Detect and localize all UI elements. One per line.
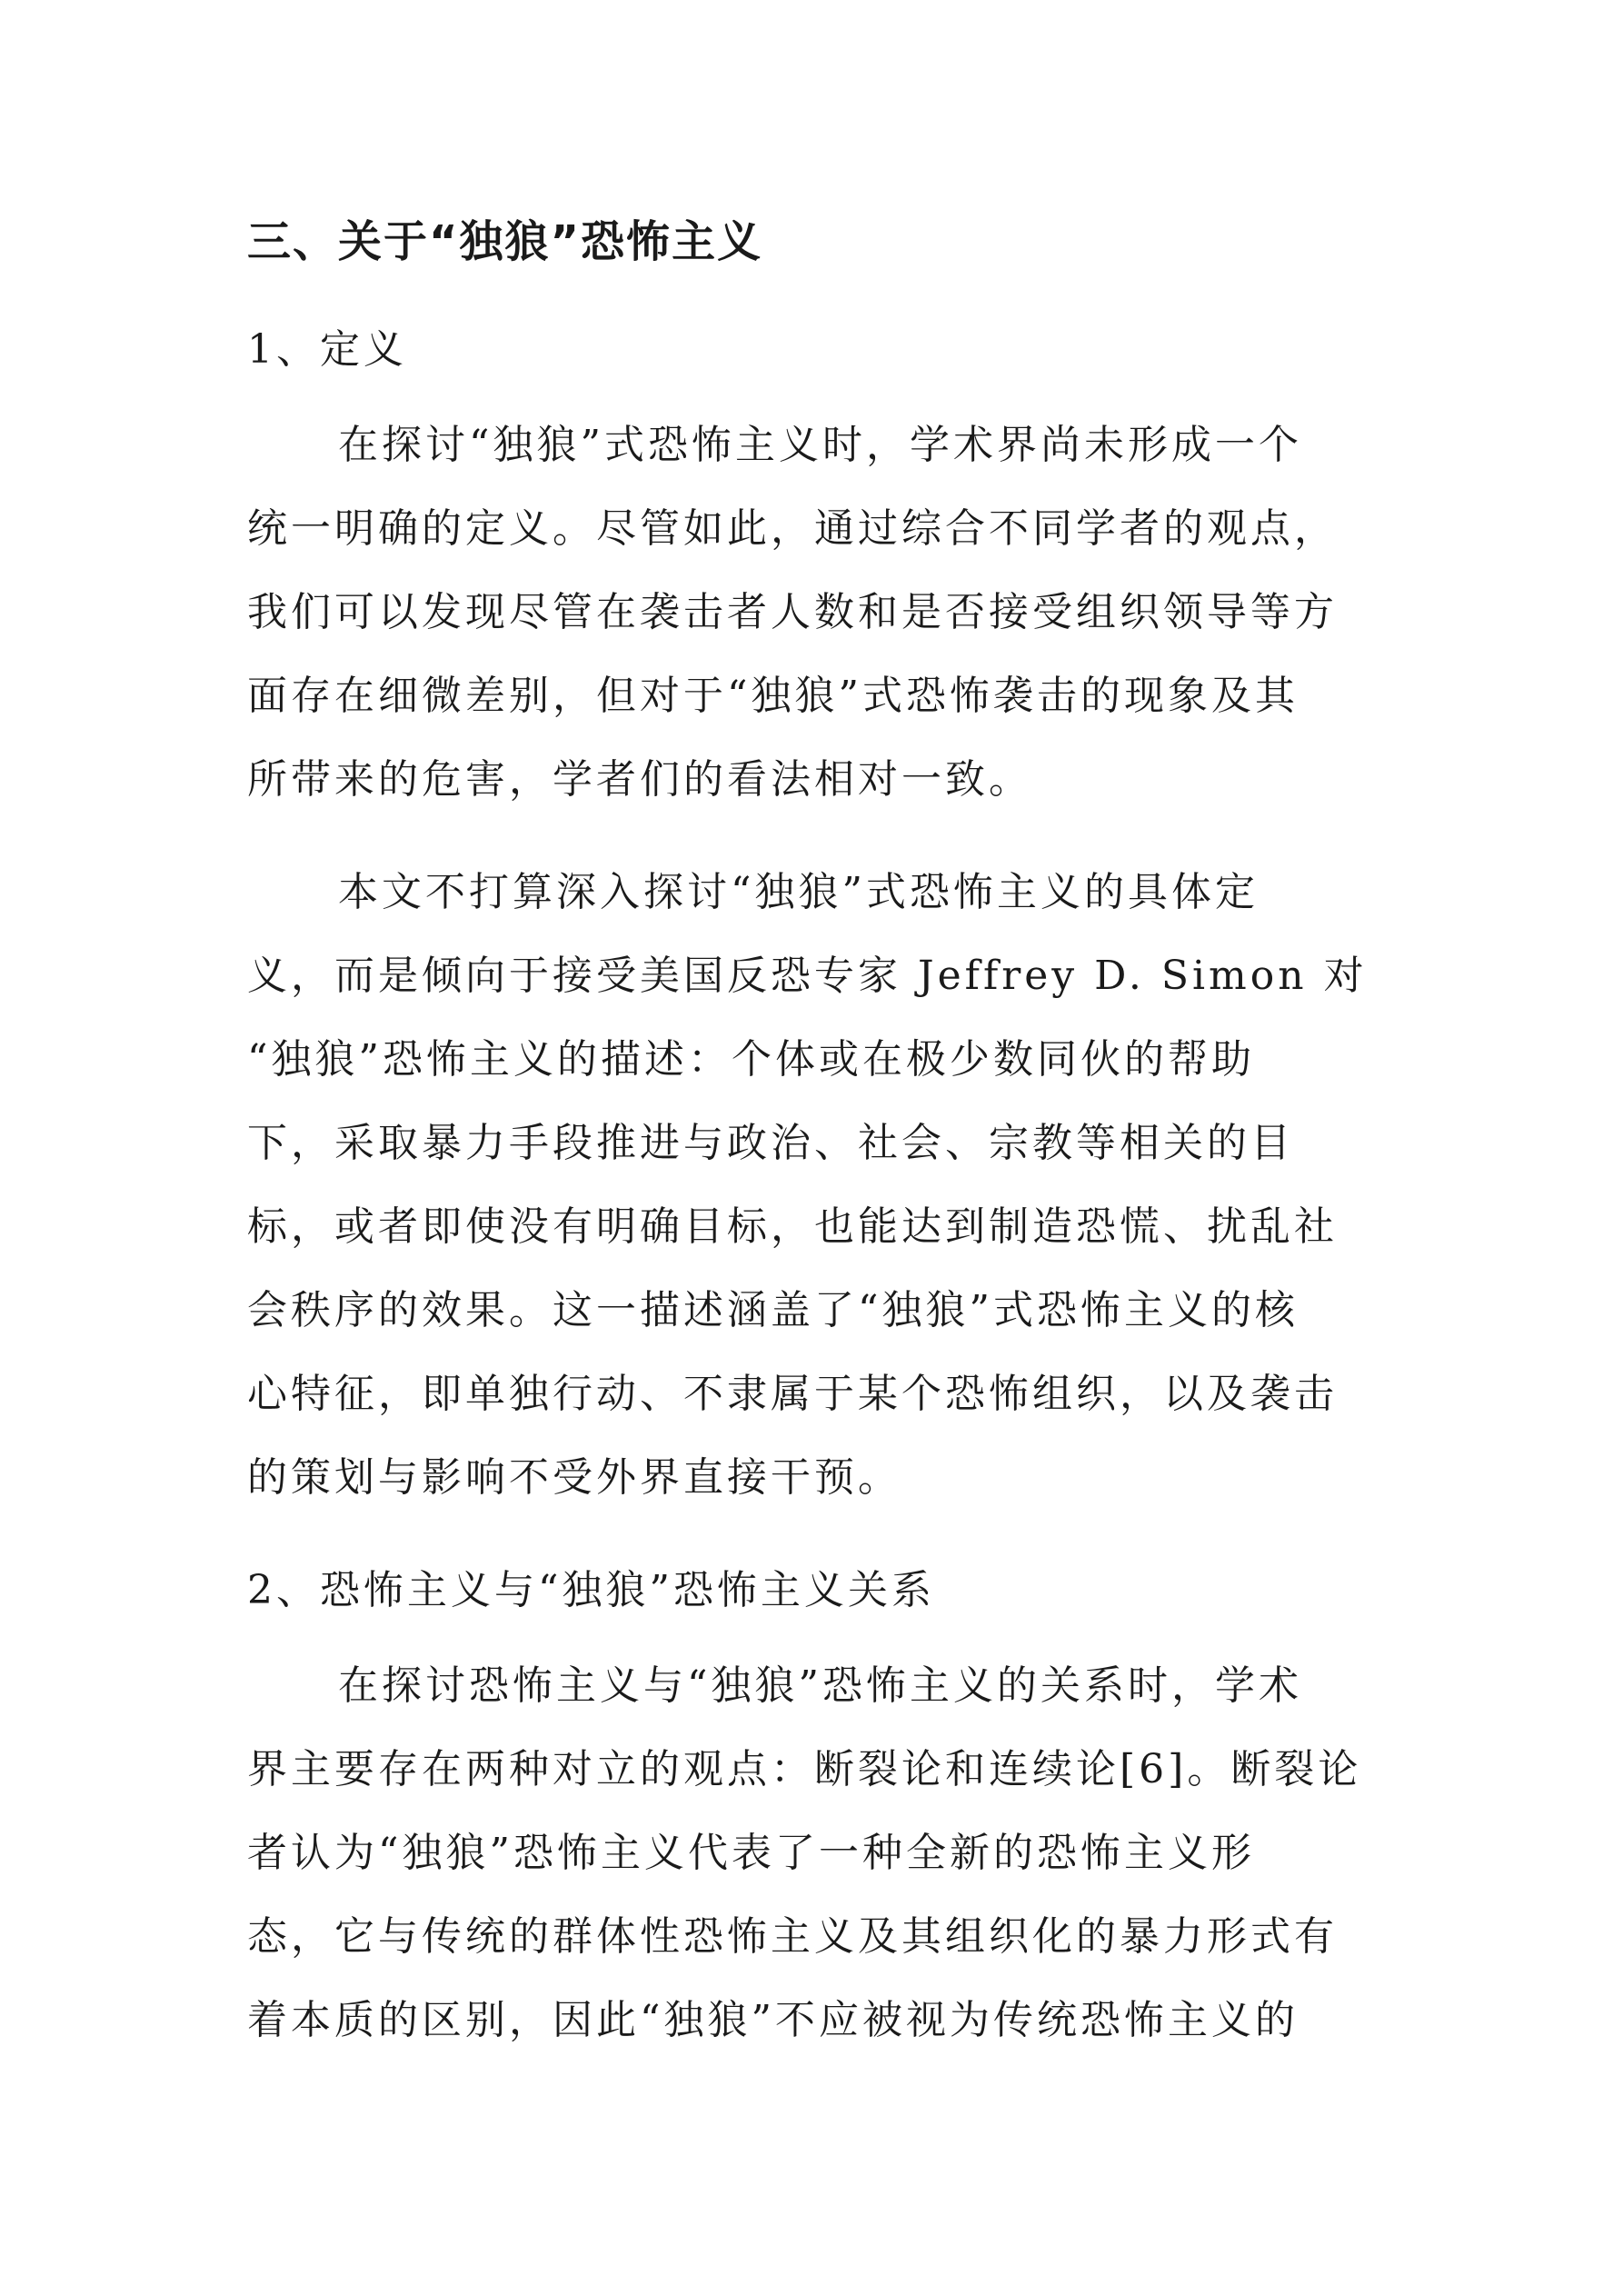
- paragraph-3-line: 着本质的区别，因此“独狼”不应被视为传统恐怖主义的: [247, 1997, 1299, 2043]
- subsection-1-title: 1、定义: [247, 326, 407, 373]
- subsection-2-title: 2、恐怖主义与“独狼”恐怖主义关系: [247, 1567, 935, 1613]
- paragraph-3-line: 态，它与传统的群体性恐怖主义及其组织化的暴力形式有: [247, 1913, 1338, 1960]
- paragraph-2-line: “独狼”恐怖主义的描述：个体或在极少数同伙的帮助: [247, 1036, 1255, 1083]
- paragraph-1-line: 面存在细微差别，但对于“独狼”式恐怖袭击的现象及其: [247, 673, 1299, 719]
- paragraph-2-line: 心特征，即单独行动、不隶属于某个恐怖组织，以及袭击: [247, 1371, 1338, 1417]
- paragraph-2-line: 下，采取暴力手段推进与政治、社会、宗教等相关的目: [247, 1120, 1294, 1166]
- section-heading: 三、关于“独狼”恐怖主义: [247, 216, 763, 267]
- paragraph-2-line: 本文不打算深入探讨“独狼”式恐怖主义的具体定: [338, 869, 1259, 915]
- paragraph-1-line: 统一明确的定义。尽管如此，通过综合不同学者的观点，: [247, 505, 1338, 552]
- paragraph-1-line: 在探讨“独狼”式恐怖主义时，学术界尚未形成一个: [338, 422, 1302, 468]
- paragraph-1-line: 我们可以发现尽管在袭击者人数和是否接受组织领导等方: [247, 589, 1338, 635]
- paragraph-2-line: 义，而是倾向于接受美国反恐专家 Jeffrey D. Simon 对: [247, 953, 1368, 999]
- paragraph-2-line: 标，或者即使没有明确目标，也能达到制造恐慌、扰乱社: [247, 1203, 1338, 1250]
- paragraph-2-line: 会秩序的效果。这一描述涵盖了“独狼”式恐怖主义的核: [247, 1287, 1299, 1333]
- paragraph-2-line: 的策划与影响不受外界直接干预。: [247, 1454, 901, 1501]
- paragraph-3-line: 者认为“独狼”恐怖主义代表了一种全新的恐怖主义形: [247, 1830, 1255, 1876]
- paragraph-3-line: 界主要存在两种对立的观点：断裂论和连续论[6]。断裂论: [247, 1746, 1362, 1792]
- paragraph-1-line: 所带来的危害，学者们的看法相对一致。: [247, 756, 1032, 803]
- paragraph-3-line: 在探讨恐怖主义与“独狼”恐怖主义的关系时，学术: [338, 1662, 1302, 1709]
